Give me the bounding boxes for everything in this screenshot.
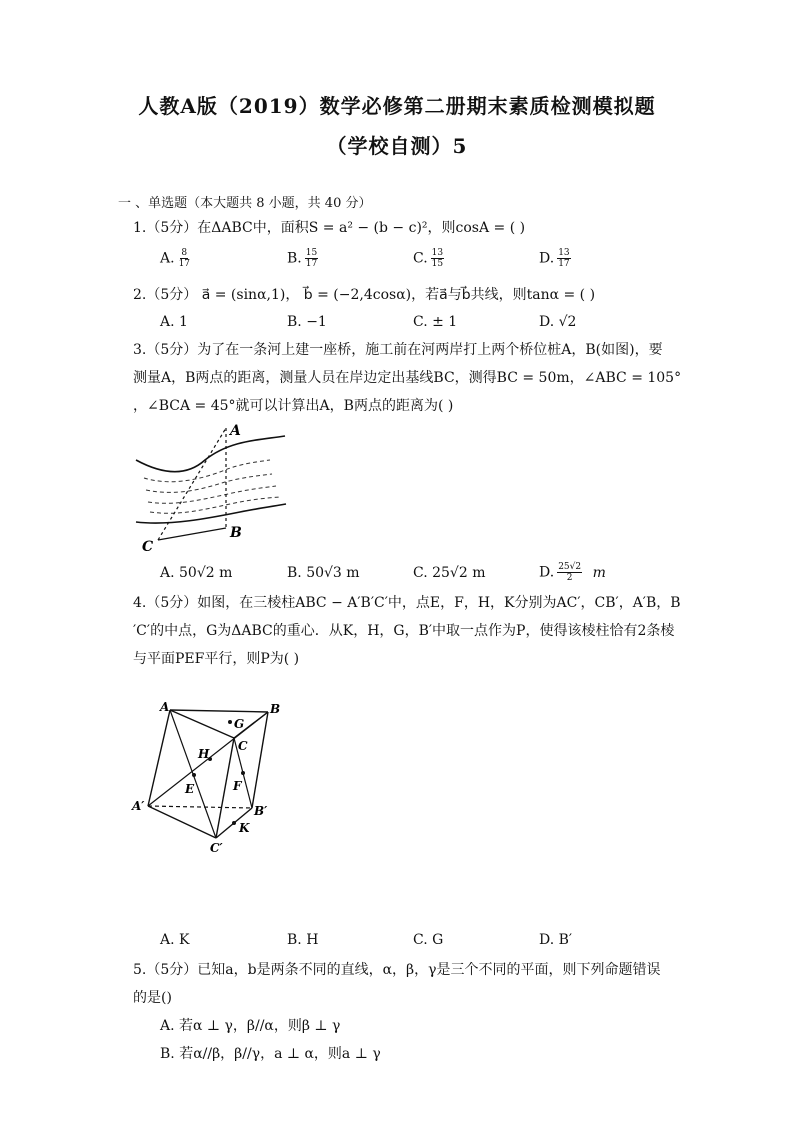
question-3-line-1: 3.（5分）为了在一条河上建一座桥，施工前在河两岸打上两个桥位桩A，B(如图)，要: [133, 342, 663, 358]
option-fraction: [557, 248, 570, 269]
question-2-option-c: C. ± 1: [413, 314, 458, 330]
label-c: C: [142, 539, 154, 555]
option-fraction: [305, 248, 318, 269]
option-fraction: [178, 248, 191, 269]
question-1-stem: 1.（5分）在ΔABC中，面积S = a² − (b − c)²，则cosA = ( ): [133, 220, 526, 236]
question-3-option-a: A. 50√2 m: [160, 565, 233, 581]
question-4-option-b: B. H: [287, 932, 319, 948]
question-2-option-b: B. −1: [287, 314, 327, 330]
question-3-option-c: C. 25√2 m: [413, 565, 486, 581]
line-ca: [158, 428, 226, 540]
label-g: G: [234, 717, 245, 731]
label-b: B: [270, 702, 281, 716]
label-e: E: [185, 782, 195, 796]
question-3-line-2: 测量A，B两点的距离，测量人员在岸边定出基线BC，测得BC = 50m，∠ABC = 105°: [133, 370, 682, 386]
label-c: C: [238, 739, 248, 753]
label-a: A: [230, 423, 241, 439]
point-k: [232, 821, 236, 825]
numerator: 13: [558, 248, 570, 258]
question-4-line-2: ′C′的中点，G为ΔABC的重心．从K，H，G，B′中取一点作为P，使得该棱柱恰有2条棱: [133, 623, 675, 639]
denominator: 15: [431, 259, 444, 269]
label-k: K: [239, 821, 250, 835]
question-5-option-b: B. 若α//β，β//γ，a ⊥ α，则a ⊥ γ: [160, 1046, 381, 1062]
river-bottom-bank: [136, 504, 286, 523]
page-subtitle: （学校自测）5: [326, 134, 468, 158]
question-4-line-1: 4.（5分）如图，在三棱柱ABC − A′B′C′中，点E，F，H，K分别为AC′，CB′，A′B，B: [133, 595, 681, 611]
edge-ac: [170, 710, 234, 738]
page-title: 人教A版（2019）数学必修第二册期末素质检测模拟题: [138, 94, 656, 118]
numerator: 8: [181, 248, 188, 258]
label-b-prime: B′: [254, 804, 268, 818]
question-5-line-1: 5.（5分）已知a，b是两条不同的直线，α，β，γ是三个不同的平面，则下列命题错误: [133, 962, 661, 978]
label-h: H: [198, 747, 210, 761]
edge-ab: [170, 710, 268, 712]
edge-a1b1: [148, 806, 252, 808]
question-3-option-d: [539, 562, 606, 583]
question-3-option-b: B. 50√3 m: [287, 565, 360, 581]
label-a: A: [160, 700, 170, 714]
question-5-line-2: 的是(): [133, 990, 172, 1006]
option-label: A.: [160, 250, 175, 267]
label-f: F: [233, 779, 242, 793]
question-2-stem: 2.（5分） a⃗ = (sinα,1)， b⃗ = (−2,4cosα)，若a⃗与b⃗共线，则tanα = ( ): [133, 287, 596, 303]
question-1-option-c: [413, 248, 444, 269]
question-4-option-a: A. K: [160, 932, 190, 948]
point-e: [192, 773, 196, 777]
question-4-option-d: D. B′: [539, 932, 573, 948]
point-f: [241, 771, 245, 775]
denominator: 17: [305, 259, 318, 269]
question-4-option-c: C. G: [413, 932, 444, 948]
edge-cc1: [216, 738, 234, 838]
option-fraction: [431, 248, 444, 269]
question-2-option-d: D. √2: [539, 314, 577, 330]
point-g: [228, 720, 232, 724]
option-label: C.: [413, 250, 428, 267]
line-bc: [158, 528, 226, 540]
numerator: 25√2: [558, 562, 582, 572]
option-label: B.: [287, 250, 302, 267]
prism-figure: [130, 698, 290, 858]
question-4-line-3: 与平面PEF平行，则P为( ): [133, 651, 300, 667]
river-bridge-figure: [130, 418, 290, 558]
option-unit: m: [592, 564, 606, 581]
question-1-option-d: [539, 248, 571, 269]
water-line-3: [148, 486, 276, 503]
question-1-option-b: [287, 248, 318, 269]
question-5-option-a: A. 若α ⊥ γ，β//α，则β ⊥ γ: [160, 1018, 341, 1034]
denominator: 2: [566, 573, 573, 583]
question-1-option-a: [160, 248, 191, 269]
label-c-prime: C′: [210, 841, 223, 855]
river-top-bank: [136, 436, 285, 472]
option-fraction: [557, 562, 582, 583]
option-label: D.: [539, 564, 555, 581]
label-a-prime: A′: [132, 799, 145, 813]
water-line-2: [146, 474, 272, 492]
denominator: 17: [558, 259, 570, 269]
question-2-option-a: A. 1: [160, 314, 188, 330]
numerator: 13: [431, 248, 444, 258]
label-b: B: [230, 525, 242, 541]
section-heading: 一 、单选题（本大题共 8 小题，共 40 分）: [118, 196, 372, 211]
water-line-4: [150, 497, 280, 513]
question-3-line-3: ，∠BCA = 45°就可以计算出A，B两点的距离为( ): [133, 398, 454, 414]
denominator: 17: [178, 259, 191, 269]
edge-bb1: [252, 712, 268, 808]
option-label: D.: [539, 250, 555, 267]
numerator: 15: [305, 248, 318, 258]
